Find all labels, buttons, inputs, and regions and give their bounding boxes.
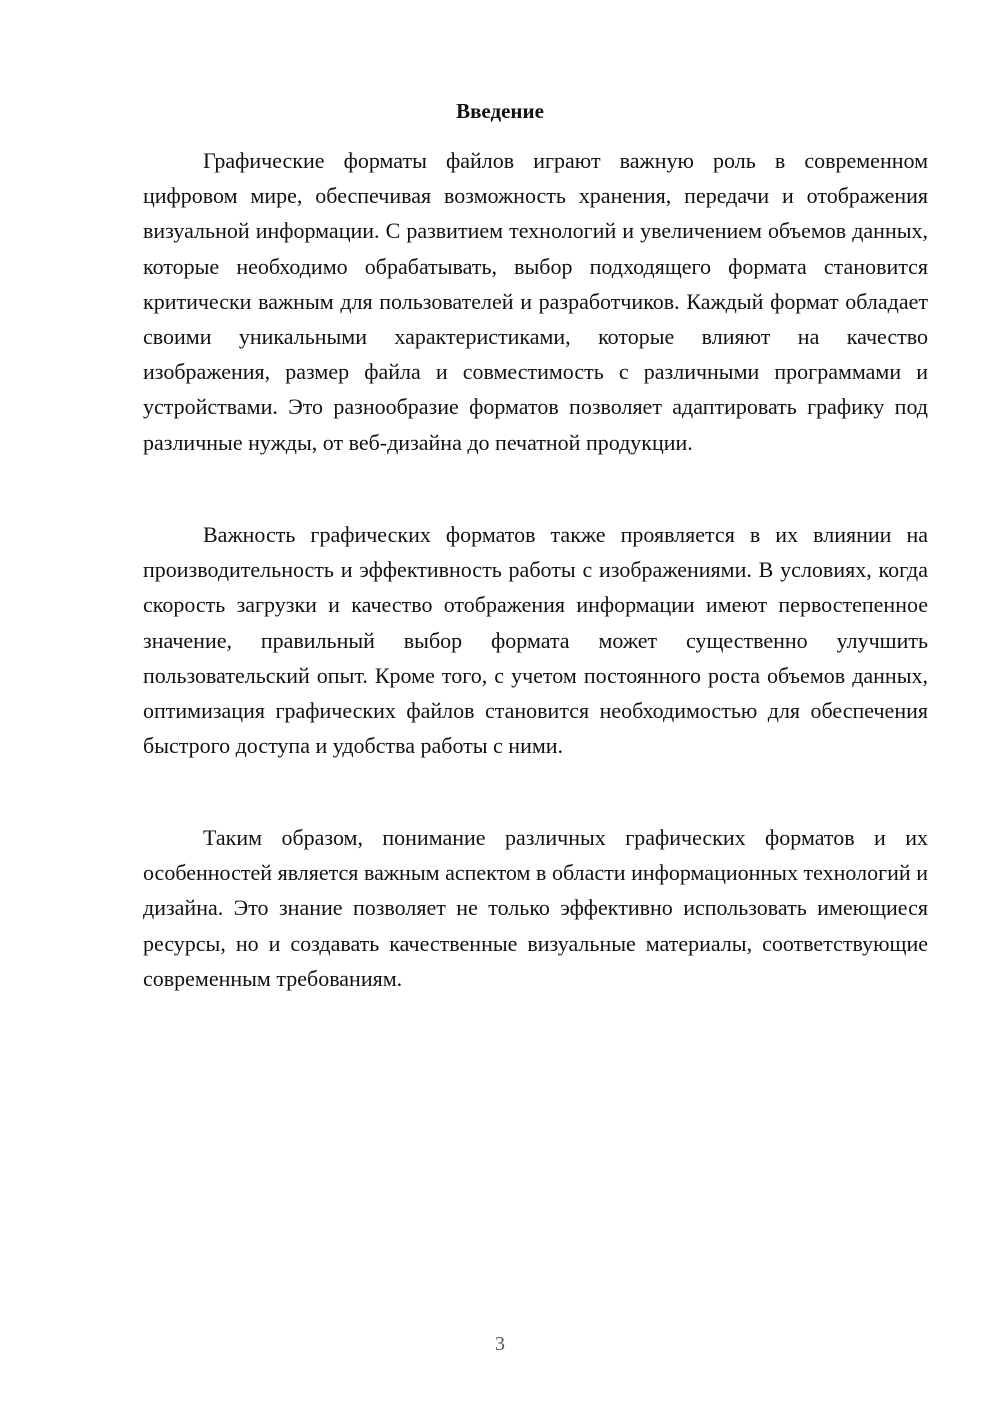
page-title: Введение <box>456 99 544 123</box>
page-number: 3 <box>495 1333 505 1355</box>
paragraph-1: Графические форматы файлов играют важную роль в современном цифровом мире, обеспечивая возможность хранения, передачи и отображения визуальной информации. С развитием технологий и увеличением объемов данных, которые необходимо обрабатывать, выбор подходящего формата становится критически важным для пользователей и разработчиков. Каждый формат обладает своими уникальными характеристиками, которые влияют на качество изображения, размер файла и совместимость с различными программами и устройствами. Это разнообразие форматов позволяет адаптировать графику под различные нужды, от веб-дизайна до печатной продукции. <box>143 148 928 455</box>
paragraph-2: Важность графических форматов также проявляется в их влиянии на производительность и эффективность работы с изображениями. В условиях, когда скорость загрузки и качество отображения информации имеют первостепенное значение, правильный выбор формата может существенно улучшить пользовательский опыт. Кроме того, с учетом постоянного роста объемов данных, оптимизация графических файлов становится необходимостью для обеспечения быстрого доступа и удобства работы с ними. <box>143 522 928 759</box>
paragraph-3: Таким образом, понимание различных графических форматов и их особенностей является важным аспектом в области информационных технологий и дизайна. Это знание позволяет не только эффективно использовать имеющиеся ресурсы, но и создавать качественные визуальные материалы, соответствующие современным требованиям. <box>143 825 928 991</box>
